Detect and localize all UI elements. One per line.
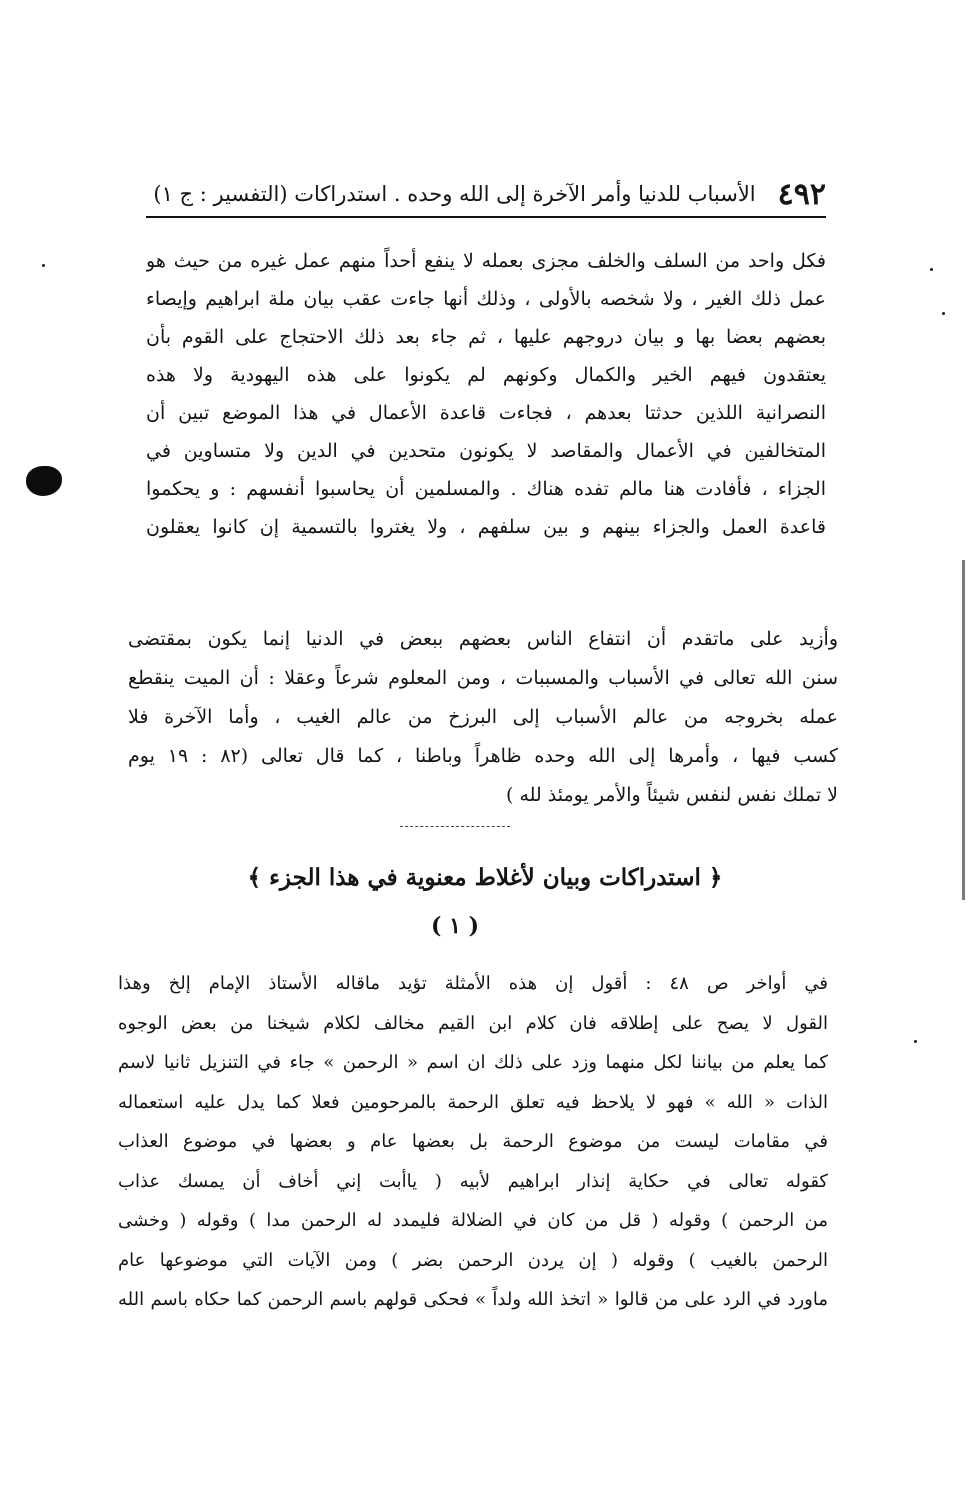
text-line: من الرحمن ) وقوله ( قل من كان في الضلالة فليمدد له الرحمن مدا ) وقوله ( وخشى bbox=[118, 1210, 828, 1231]
running-head: الأسباب للدنيا وأمر الآخرة إلى الله وحده . استدراكات (التفسير : ج ١) bbox=[153, 182, 756, 206]
page-number: ٤٩٢ bbox=[777, 176, 826, 212]
text-line: النصرانية اللذين حدثتا بعدهم ، فجاءت قاعدة الأعمال في هذا الموضع تبين أن bbox=[146, 402, 826, 424]
scan-speck bbox=[942, 312, 945, 315]
page-header bbox=[146, 172, 826, 218]
text-line: في أواخر ص ٤٨ : أقول إن هذه الأمثلة تؤيد ماقاله الأستاذ الإمام إلخ وهذا bbox=[118, 973, 828, 994]
text-line: كما يعلم من بياننا لكل منهما وزد على ذلك ان اسم « الرحمن » جاء في التنزيل ثانيا لاسم bbox=[118, 1052, 828, 1073]
scan-speck bbox=[914, 1040, 917, 1043]
section-heading: ﴿ استدراكات وبيان لأغلاط معنوية في هذا الجزء ﴾ bbox=[247, 864, 723, 891]
text-line: قاعدة العمل والجزاء بينهم و بين سلفهم ، ولا يغتروا بالتسمية إن كانوا يعقلون bbox=[146, 516, 826, 538]
text-line: كقوله تعالى في حكاية إنذار ابراهيم لأبيه ( ياأبت إني أخاف أن يمسك عذاب bbox=[118, 1170, 828, 1192]
text-line: الذات « الله » فهو لا يلاحظ فيه تعلق الرحمة بالمرحومين فعلا كما يدل عليه استعماله bbox=[118, 1091, 828, 1113]
ink-blot-mark bbox=[26, 466, 62, 496]
text-line: في مقامات ليست من موضوع الرحمة بل بعضها عام و بعضها في موضوع العذاب bbox=[118, 1131, 828, 1152]
page-edge-shadow bbox=[962, 560, 965, 900]
text-line: سنن الله تعالى في الأسباب والمسببات ، ومن المعلوم شرعاً وعقلا : أن الميت ينقطع bbox=[128, 667, 838, 689]
text-line: وأزيد على ماتقدم أن انتفاع الناس بعضهم ببعض في الدنيا إنما يكون بمقتضى bbox=[128, 628, 838, 650]
text-line: فكل واحد من السلف والخلف مجزى بعمله لا ينفع أحداً منهم عمل غيره من حيث هو bbox=[146, 250, 826, 272]
text-line: ماورد في الرد على من قالوا « اتخذ الله ولداً » فحكى قولهم باسم الرحمن كما حكاه باسم الله bbox=[118, 1289, 828, 1310]
text-line: عمله بخروجه من عالم الأسباب إلى البرزخ من عالم الغيب ، وأما الآخرة فلا bbox=[128, 706, 838, 728]
text-line: عمل ذلك الغير ، ولا شخصه بالأولى ، وذلك أنها جاءت عقب بيان ملة ابراهيم وإيصاء bbox=[146, 288, 826, 310]
text-line: بعضهم بعضا بها و بيان دروجهم عليها ، ثم جاء بعد ذلك الاحتجاج على القوم بأن bbox=[146, 326, 826, 348]
paragraph-correction bbox=[118, 964, 828, 1320]
section-divider bbox=[400, 826, 510, 827]
text-line: المتخالفين في الأعمال والمقاصد لا يكونون متحدين في الدين ولا متساوين في bbox=[146, 440, 826, 462]
section-number: ( ١ ) bbox=[431, 913, 479, 939]
scan-speck bbox=[42, 264, 45, 267]
text-line: القول لا يصح على إطلاقه فان كلام ابن القيم مخالف لكلام شيخنا من بعض الوجوه bbox=[118, 1012, 828, 1034]
paragraph-addition bbox=[128, 620, 838, 815]
paragraph-continuation bbox=[146, 242, 826, 546]
text-line: لا تملك نفس لنفس شيئاً والأمر يومئذ لله ) bbox=[506, 784, 838, 806]
scan-speck bbox=[930, 268, 933, 271]
text-line: كسب فيها ، وأمرها إلى الله وحده ظاهراً وباطنا ، كما قال تعالى (٨٢ : ١٩ يوم bbox=[128, 745, 838, 767]
text-line: يعتقدون فيهم الخير والكمال وكونهم لم يكونوا على هذه اليهودية ولا هذه bbox=[146, 364, 826, 386]
text-line: الرحمن بالغيب ) وقوله ( إن يردن الرحمن بضر ) ومن الآيات التي موضوعها عام bbox=[118, 1249, 828, 1271]
text-line: الجزاء ، فأفادت هنا مالم تفده هناك . والمسلمين أن يحاسبوا أنفسهم : و يحكموا bbox=[146, 478, 826, 500]
